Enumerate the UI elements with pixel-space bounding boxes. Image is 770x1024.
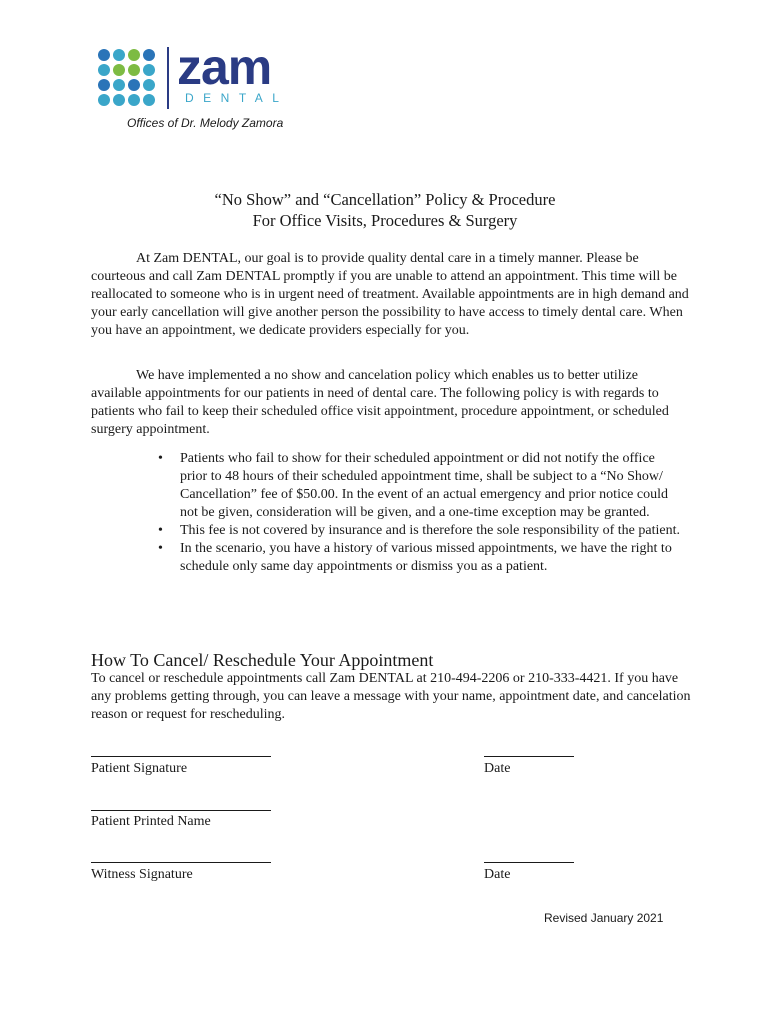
logo-dot	[128, 64, 140, 76]
logo-dot	[98, 79, 110, 91]
zam-dental-logo	[98, 39, 298, 111]
logo-dot	[128, 49, 140, 61]
logo-dot	[128, 79, 140, 91]
intro-paragraph-text: At Zam DENTAL, our goal is to provide quality dental care in a timely manner. Please be courteous and call Zam DENTAL promptly if you are unable to attend an appointment. This time will be reallocated to someone who is in urgent need of treatment. Available appointments are in high demand and your early cancellation will give another person the possibility to have access to timely dental care. When you have an appointment, we dedicate providers especially for you.	[91, 251, 689, 338]
logo-dot-grid	[98, 49, 158, 109]
witness-signature-line[interactable]	[91, 862, 271, 863]
logo-divider	[167, 47, 169, 109]
policy-paragraph-text: We have implemented a no show and cancelation policy which enables us to better utilize available appointments for our patients in need of dental care. The following policy is with regards to patients who fail to keep their scheduled office visit appointment, procedure appointment, or scheduled surgery appointment.	[91, 368, 669, 437]
patient-signature-line[interactable]	[91, 756, 271, 757]
cancel-section-text: To cancel or reschedule appointments call Zam DENTAL at 210-494-2206 or 210-333-4421. If you have any problems getting through, you can leave a message with your name, appointment date, and cancelation reason or request for rescheduling.	[91, 671, 691, 722]
logo-dot	[98, 64, 110, 76]
policy-title-line2: For Office Visits, Procedures & Surgery	[252, 211, 518, 230]
logo-dot	[113, 49, 125, 61]
date-line-2[interactable]	[484, 862, 574, 863]
logo-dot	[113, 79, 125, 91]
policy-title-line1: “No Show” and “Cancellation” Policy & Procedure	[214, 190, 556, 209]
patient-printed-name-label: Patient Printed Name	[91, 814, 211, 829]
logo-dot	[113, 94, 125, 106]
logo-dot	[143, 94, 155, 106]
logo-dot	[98, 94, 110, 106]
revised-date: Revised January 2021	[544, 911, 664, 925]
logo-dot	[98, 49, 110, 61]
office-subtitle: Offices of Dr. Melody Zamora	[127, 116, 284, 130]
bullet-text: This fee is not covered by insurance and is therefore the sole responsibility of the patient.	[180, 523, 680, 538]
witness-signature-label: Witness Signature	[91, 867, 193, 882]
date-label-1: Date	[484, 761, 511, 776]
logo-subtext: DENTAL	[185, 91, 289, 105]
bullet-item: • Patients who fail to show for their scheduled appointment or did not notify the office prior to 48 hours of their scheduled appointment time, shall be subject to a “No Show/ Cancellation” fee of $50.00. In the event of an actual emergency and prior notice could not be given, consideration will be given, and a one-time exception may be granted.	[158, 451, 668, 520]
date-label-2: Date	[484, 867, 511, 882]
logo-dot	[143, 79, 155, 91]
patient-printed-name-line[interactable]	[91, 810, 271, 811]
policy-bullet-list	[158, 450, 680, 576]
patient-signature-label: Patient Signature	[91, 761, 188, 776]
cancel-section-heading: How To Cancel/ Reschedule Your Appointment	[91, 650, 434, 670]
logo-dot	[143, 49, 155, 61]
bullet-item: • In the scenario, you have a history of various missed appointments, we have the right to schedule only same day appointments or dismiss you as a patient.	[158, 541, 672, 574]
logo-dot	[128, 94, 140, 106]
bullet-item: • This fee is not covered by insurance and is therefore the sole responsibility of the patient.	[158, 523, 680, 538]
logo-dot	[113, 64, 125, 76]
policy-paragraph	[91, 367, 691, 439]
bullet-text: In the scenario, you have a history of various missed appointments, we have the right to schedule only same day appointments or dismiss you as a patient.	[180, 541, 672, 574]
bullet-text: Patients who fail to show for their scheduled appointment or did not notify the office prior to 48 hours of their scheduled appointment time, shall be subject to a “No Show/ Cancellation” fee of $50.00. In the event of an actual emergency and prior notice could not be given, consideration will be given, and a one-time exception may be granted.	[180, 451, 668, 520]
logo-wordmark: zam	[177, 39, 272, 95]
date-line-1[interactable]	[484, 756, 574, 757]
logo-dot	[143, 64, 155, 76]
intro-paragraph	[91, 250, 691, 340]
